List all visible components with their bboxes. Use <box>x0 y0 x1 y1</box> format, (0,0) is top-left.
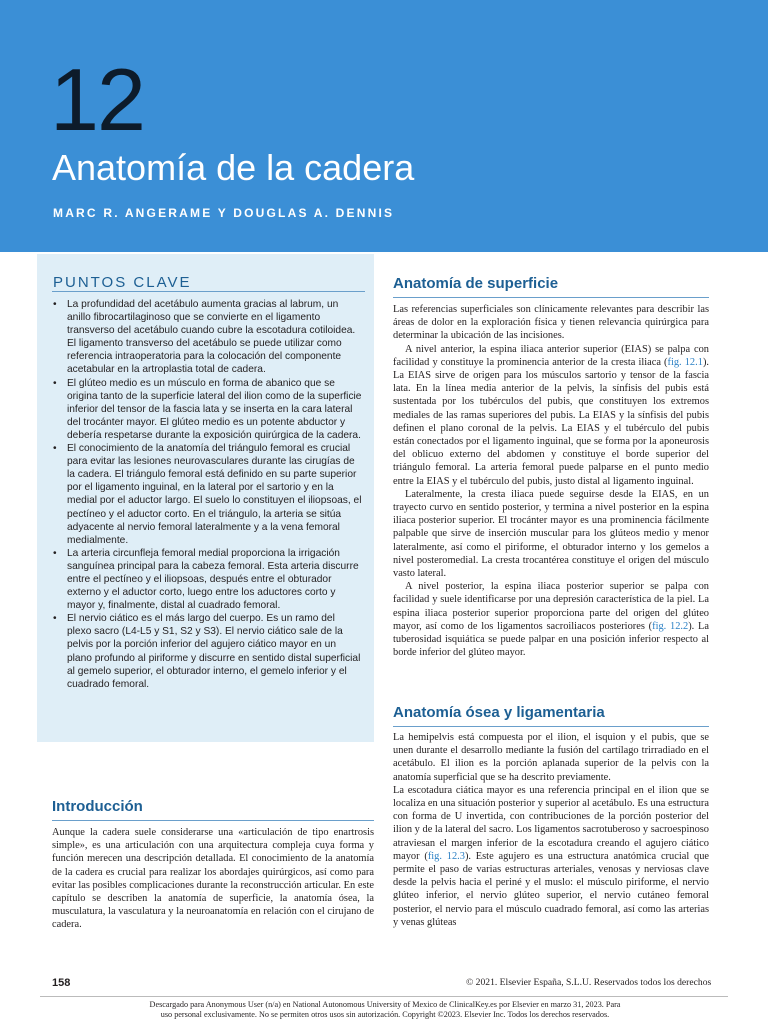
paragraph: Lateralmente, la cresta iliaca puede seguirse desde la EIAS, en un trayecto curvo en sentido posterior, y termina a nivel posterior en la espina iliaca posterior superior. El trocánter mayor es una prominencia fácilmente palpable que sirve de inserción muscular para los glúteos medio y menor lateralmente, así como el piriforme, el obturador interno y los gemelos a nivel posteromedial. La cresta trocantérea constituye el origen del músculo vasto lateral. <box>393 488 709 580</box>
text-run: ). La tuberosidad isquiática se puede palpar en una posición inferior respecto al borde inferior del glúteo mayor. <box>393 620 710 659</box>
key-points-heading: PUNTOS CLAVE <box>53 274 192 291</box>
chapter-title: Anatomía de la cadera <box>52 147 415 188</box>
key-point-item: • El nervio ciático es el más largo del cuerpo. Es un ramo del plexo sacro (L4-L5 y S1, S2 y S3). El nervio ciático sale de la pelvis por la porción inferior del agujero ciático mayor en un plano profundo al piriforme y discurre en sentido distal superficial al gemelo superior, el obturador interno, el gemelo inferior y el cuadrado femoral. <box>52 612 362 691</box>
introduccion-body <box>52 826 374 932</box>
download-line: uso personal exclusivamente. No se permiten otros usos sin autorización. Copyright ©2023. Elsevier Inc. Todos los derechos reservados. <box>160 1009 610 1019</box>
text-run: ). Este agujero es una estructura anatómica crucial que permite el paso de varias estructuras arteriales, venosas y nerviosas clave desde la pelvis hacia el periné y el muslo: el músculo piriforme, el nervio glúteo inferior, el nervio glúteo superior, el nervio cutáneo femoral posterior, el nervio para el músculo cuadrado femoral, así como las arterias y venas glúteas <box>393 850 710 928</box>
text-run: La escotadura ciática mayor es una referencia principal en el ilion que se localiza en una situación posterior y superior al acetábulo. Es una estructura con forma de U invertida, con contribuciones de la porción posterior del ilion y de la lateral del sacro. Los ligamentos sacrotuberoso y sacroespinoso atraviesan el margen inferior de la escotadura creando el agujero ciático mayor ( <box>393 784 709 862</box>
introduccion-heading: Introducción <box>52 798 143 815</box>
superficie-heading: Anatomía de superficie <box>393 275 559 292</box>
chapter-number: 12 <box>50 50 144 149</box>
paragraph: La hemipelvis está compuesta por el ilion, el isquion y el pubis, que se unen durante el desarrollo mediante la fusión del cartílago trirradiado en el acetábulo. El ilion es la porción aplanada superior de la pelvis con la anatomía superficial que se ha descrito previamente. <box>393 732 709 783</box>
key-points-divider <box>52 291 365 292</box>
figure-link[interactable]: fig. 12.2 <box>652 620 689 632</box>
copyright-notice: © 2021. Elsevier España, S.L.U. Reservados todos los derechos <box>466 977 712 988</box>
paragraph <box>393 784 709 929</box>
paragraph <box>393 580 709 659</box>
chapter-authors: MARC R. ANGERAME Y DOUGLAS A. DENNIS <box>53 206 395 220</box>
page-number: 158 <box>52 977 71 989</box>
text-run: ). La EIAS sirve de origen para los músculos sartorio y tensor de la fascia lata. En la línea media anterior de la pelvis, la sínfisis del pubis está sustentada por los tubérculos del pubis, que constituyen los extremos mediales de las ramas superiores del pubis. La EIAS y la sínfisis del pubis definen el plano coronal de la pelvis. La EIAS y el tubérculo del pubis están conectados por el ligamento inguinal, que se forma por la aponeurosis del oblicuo externo del abdomen y constituye el borde superior del triángulo femoral. La arteria femoral puede palparse en el punto medio entre la EIAS y el tubérculo del pubis, justo distal al ligamento inguinal. <box>393 356 709 487</box>
key-points-list <box>52 298 362 691</box>
osea-body <box>393 731 709 929</box>
paragraph: Aunque la cadera suele considerarse una «articulación de tipo enartrosis simple», es una articulación con una arquitectura compleja cuya forma y función merecen una descripción detallada. El conocimiento de la anatomía de la cadera es crucial para realizar los abordajes quirúrgicos, así como para evitar las posibles complicaciones durante la reconstrucción articular. En este capítulo se describen la anatomía de superficie, la anatomía ósea, la musculatura, la vasculatura y la neuroanatomía en relación con el cirujano de cadera. <box>52 827 374 931</box>
superficie-body <box>393 303 709 659</box>
figure-link[interactable]: fig. 12.3 <box>427 850 465 862</box>
key-point-item: • La arteria circunfleja femoral medial proporciona la irrigación sanguínea principal para la cabeza femoral. Esta arteria discurre entre el pectíneo y el iliopsoas, después entre el obturador externo y el aductor corto, luego entre los aductores corto y mayor y, finalmente, distal al cuadrado femoral. <box>52 547 362 612</box>
download-notice <box>100 1000 670 1019</box>
text-run: A nivel anterior, la espina iliaca anterior superior (EIAS) se palpa con facilidad y constituye la prominencia anterior de la cresta iliaca ( <box>393 343 709 368</box>
figure-link[interactable]: fig. 12.1 <box>667 356 703 368</box>
introduccion-divider <box>52 820 374 821</box>
superficie-divider <box>393 297 709 298</box>
osea-divider <box>393 726 709 727</box>
footer-divider <box>40 996 728 997</box>
paragraph: Las referencias superficiales son clínicamente relevantes para describir las áreas de dolor en la exploración física y tienen relevancia quirúrgica para determinar la ubicación de las incisiones. <box>393 304 709 342</box>
osea-heading: Anatomía ósea y ligamentaria <box>393 704 605 721</box>
text-run: A nivel posterior, la espina iliaca posterior superior se palpa con facilidad y suele identificarse por una depresión característica de la piel. La espina iliaca posterior superior proporciona parte del origen del glúteo mayor, así como de los ligamentos sacroiliacos posteriores ( <box>393 581 709 632</box>
key-point-item: • El glúteo medio es un músculo en forma de abanico que se origina tanto de la superficie lateral del ilion como de la superficie inferior del tensor de la fascia lata y se inserta en la cara lateral del trocánter mayor. El glúteo medio es un potente abductor y debería respetarse durante la exposición quirúrgica de la cadera. <box>52 377 362 442</box>
download-line: Descargado para Anonymous User (n/a) en National Autonomous University of Mexico de ClinicalKey.es por Elsevier en marzo 31, 2023. Para <box>149 1000 621 1009</box>
paragraph <box>393 343 709 488</box>
key-point-item: • La profundidad del acetábulo aumenta gracias al labrum, un anillo fibrocartilaginoso que se convierte en el ligamento transverso del acetábulo cuando cubre la escotadura cotiloidea. El ligamento transverso del acetábulo se puede utilizar como referencia intraoperatoria para la colocación del componente acetabular en la artroplastia total de cadera. <box>52 298 362 377</box>
key-point-item: • El conocimiento de la anatomía del triángulo femoral es crucial para evitar las lesiones neurovasculares durante las cirugías de la cadera. El triángulo femoral está definido en su parte superior por el ligamento inguinal, en la lateral por el sartorio y en la medial por el aductor largo. El suelo lo constituyen el iliopsoas, el pectíneo y el aductor corto. En el triángulo, la arteria se sitúa adyacente al nervio femoral lateralmente y a la vena femoral medialmente. <box>52 442 362 547</box>
